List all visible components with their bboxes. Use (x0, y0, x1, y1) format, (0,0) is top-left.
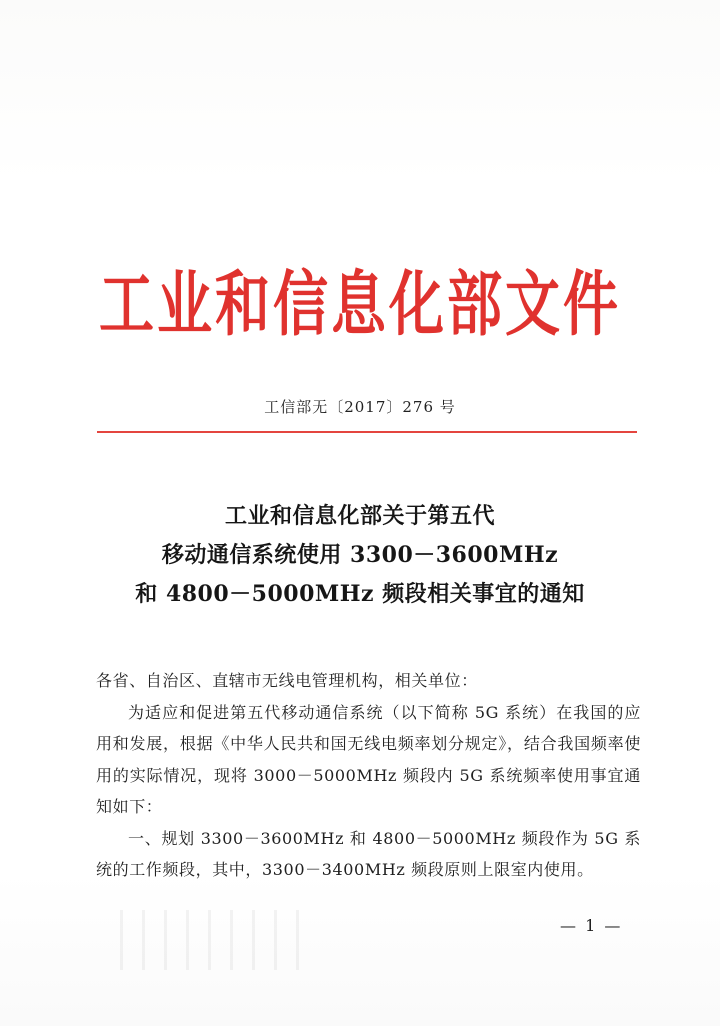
notice-title (0, 498, 720, 615)
red-divider-rule (97, 431, 637, 433)
salutation: 各省、自治区、直辖市无线电管理机构，相关单位： (96, 671, 478, 690)
notice-title-line: 和 4800－5000MHz 频段相关事宜的通知 (135, 581, 585, 607)
notice-title-line: 工业和信息化部关于第五代 (224, 503, 495, 529)
page-number: — 1 — (560, 916, 623, 935)
body-paragraph: 一、规划 3300－3600MHz 和 4800－5000MHz 频段作为 5G 系统的工作频段，其中，3300－3400MHz 频段原则上限室内使用。 (96, 828, 641, 879)
show-through-artifact (120, 910, 300, 970)
body-paragraph: 为适应和促进第五代移动通信系统（以下简称 5G 系统）在我国的应用和发展，根据《中华人民共和国无线电频率划分规定》，结合我国频率使用的实际情况，现将 3000－5000MHz 频段内 5G 系统频率使用事宜通知如下： (96, 702, 641, 816)
notice-body (96, 665, 641, 886)
notice-title-line: 移动通信系统使用 3300－3600MHz (161, 542, 559, 568)
masthead-title: 工业和信息化部文件 (98, 262, 621, 346)
document-number: 工信部无〔2017〕276 号 (264, 398, 456, 416)
